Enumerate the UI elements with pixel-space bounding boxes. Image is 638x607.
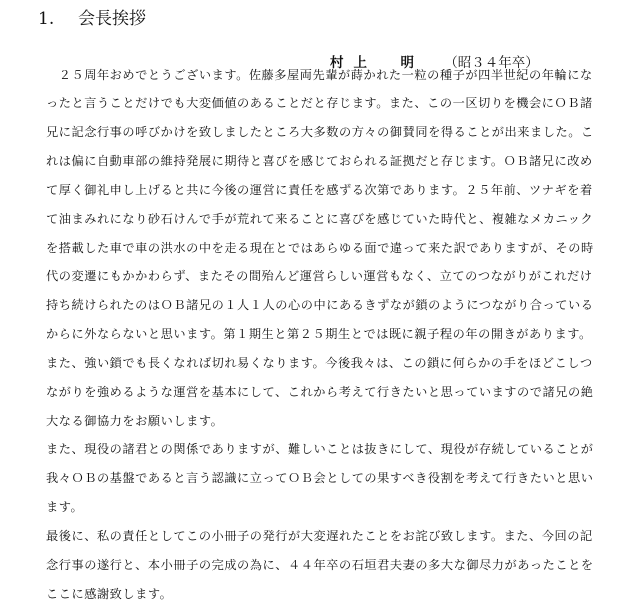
body-line: また、強い鎖でも長くなれば切れ易くなります。今後我々は、この鎖に何らかの手をほどこしつ — [46, 356, 593, 370]
body-line: からに外ならないと思います。第１期生と第２５期生とでは既に親子程の年の開きがあります。 — [46, 327, 592, 341]
body-line: て油まみれになり砂石けんで手が荒れて来ることに喜びを感じていた時代と、複雑なメカニック — [46, 212, 594, 226]
body-line: れは偏に自動車部の維持発展に期待と喜びを感じておられる証拠だと存じます。ＯＢ諸兄に改め — [46, 154, 593, 168]
body-line: ながりを強めるような運営を基本にして、これから考えて行きたいと思っていますので諸兄の絶 — [46, 385, 594, 399]
body-line: また、現役の諸君との関係でありますが、難しいことは抜きにして、現役が存続していることが — [46, 442, 594, 456]
section-title: 会長挨拶 — [78, 9, 146, 29]
body-line: ったと言うことだけでも大変価値のあることだと存じます。また、この一区切りを機会にＯＢ諸 — [46, 96, 593, 110]
section-number: 1. — [38, 9, 55, 29]
author-graduation-year: （昭３４年卒） — [444, 55, 539, 71]
body-line: 持ち続けられたのはＯＢ諸兄の１人１人の心の中にあるきずなが鎖のようにつながり合っている — [46, 298, 594, 312]
body-line: 最後に、私の責任としてこの小冊子の発行が大変遅れたことをお詫び致します。また、今回の記 — [46, 529, 593, 543]
body-line: 兄に記念行事の呼びかけを致しましたところ大多数の方々の御賛同を得ることが出来ました。こ — [46, 125, 594, 139]
body-line: を搭載した車で車の洪水の中を走る現在とではあらゆる面で違って来た訳でありますが、その時 — [46, 241, 594, 255]
body-line: て厚く御礼申し上げると共に今後の運営に責任を感ずる次第であります。２５年前、ツナギを着 — [46, 183, 593, 197]
body-line: 大なる御協力をお願いします。 — [46, 414, 224, 428]
section-heading — [38, 4, 146, 29]
body-line: ２５周年おめでとうございます。佐藤多屋両先輩が蒔かれた一粒の種子が四半世紀の年輪にな — [46, 68, 593, 82]
body-line: 念行事の遂行と、本小冊子の完成の為に、４４年卒の石垣君夫妻の多大な御尽力があったことを — [46, 558, 594, 572]
body-line: 代の変遷にもかかわらず、またその間殆んど運営らしい運営もなく、立てのつながりがこれだけ — [46, 269, 593, 283]
body-line: ここに感謝致します。 — [46, 587, 173, 601]
body-line: 我々ＯＢの基盤であると言う認識に立ってＯＢ会としての果すべき役割を考えて行きたいと思い — [46, 471, 594, 485]
author-name: 村上 明 — [330, 55, 424, 71]
body-line: ます。 — [46, 500, 84, 514]
